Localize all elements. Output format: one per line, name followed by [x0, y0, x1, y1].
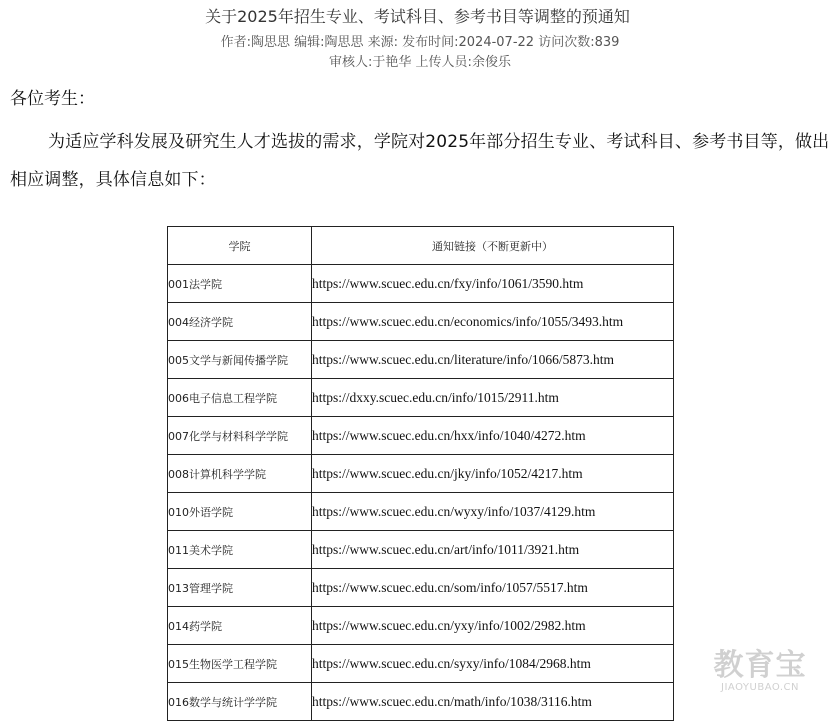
table-row [168, 493, 674, 531]
article-meta-info: 作者:陶思思 编辑:陶思思 来源: 发布时间:2024-07-22 访问次数:839 [220, 35, 620, 50]
notice-link[interactable]: https://www.scuec.edu.cn/math/info/1038/3116.htm [312, 683, 674, 721]
college-name: 005文学与新闻传播学院 [168, 341, 312, 379]
table-row [168, 607, 674, 645]
watermark-domain-text: JIAOYUBAO.CN [721, 682, 799, 693]
notice-link[interactable]: https://www.scuec.edu.cn/art/info/1011/3921.htm [312, 531, 674, 569]
notice-link[interactable]: https://dxxy.scuec.edu.cn/info/1015/2911.htm [312, 379, 674, 417]
table-row [168, 379, 674, 417]
article-reviewer-info: 审核人:于艳华 上传人员:余俊乐 [329, 55, 511, 70]
notice-link[interactable]: https://www.scuec.edu.cn/hxx/info/1040/4272.htm [312, 417, 674, 455]
notice-link[interactable]: https://www.scuec.edu.cn/wyxy/info/1037/4129.htm [312, 493, 674, 531]
table-row [168, 265, 674, 303]
notice-links-table [167, 226, 674, 721]
greeting-text: 各位考生： [10, 89, 95, 109]
college-name: 007化学与材料科学学院 [168, 417, 312, 455]
college-name: 011美术学院 [168, 531, 312, 569]
notice-link[interactable]: https://www.scuec.edu.cn/som/info/1057/5517.htm [312, 569, 674, 607]
table-row [168, 417, 674, 455]
college-name: 016数学与统计学学院 [168, 683, 312, 721]
watermark-logo-text: 教育宝 [713, 648, 807, 683]
college-name: 010外语学院 [168, 493, 312, 531]
table-row [168, 341, 674, 379]
table-header-row [168, 227, 674, 265]
table-row [168, 569, 674, 607]
notice-link[interactable]: https://www.scuec.edu.cn/syxy/info/1084/2968.htm [312, 645, 674, 683]
notice-link[interactable]: https://www.scuec.edu.cn/yxy/info/1002/2982.htm [312, 607, 674, 645]
site-watermark [705, 650, 815, 694]
college-name: 014药学院 [168, 607, 312, 645]
notice-link[interactable]: https://www.scuec.edu.cn/fxy/info/1061/3590.htm [312, 265, 674, 303]
notice-link[interactable]: https://www.scuec.edu.cn/economics/info/1055/3493.htm [312, 303, 674, 341]
article-title: 关于2025年招生专业、考试科目、参考书目等调整的预通知 [205, 7, 630, 26]
college-name: 001法学院 [168, 265, 312, 303]
intro-paragraph: 为适应学科发展及研究生人才选拔的需求，学院对2025年部分招生专业、考试科目、参考书目等，做出相应调整，具体信息如下： [10, 132, 830, 190]
column-header-link: 通知链接（不断更新中） [312, 227, 674, 265]
table-row [168, 531, 674, 569]
college-name: 015生物医学工程学院 [168, 645, 312, 683]
table-row [168, 683, 674, 721]
college-name: 013管理学院 [168, 569, 312, 607]
table-row [168, 455, 674, 493]
column-header-college: 学院 [168, 227, 312, 265]
college-name: 008计算机科学学院 [168, 455, 312, 493]
table-row [168, 303, 674, 341]
table-row [168, 645, 674, 683]
notice-link[interactable]: https://www.scuec.edu.cn/literature/info/1066/5873.htm [312, 341, 674, 379]
college-name: 004经济学院 [168, 303, 312, 341]
notice-link[interactable]: https://www.scuec.edu.cn/jky/info/1052/4217.htm [312, 455, 674, 493]
college-name: 006电子信息工程学院 [168, 379, 312, 417]
